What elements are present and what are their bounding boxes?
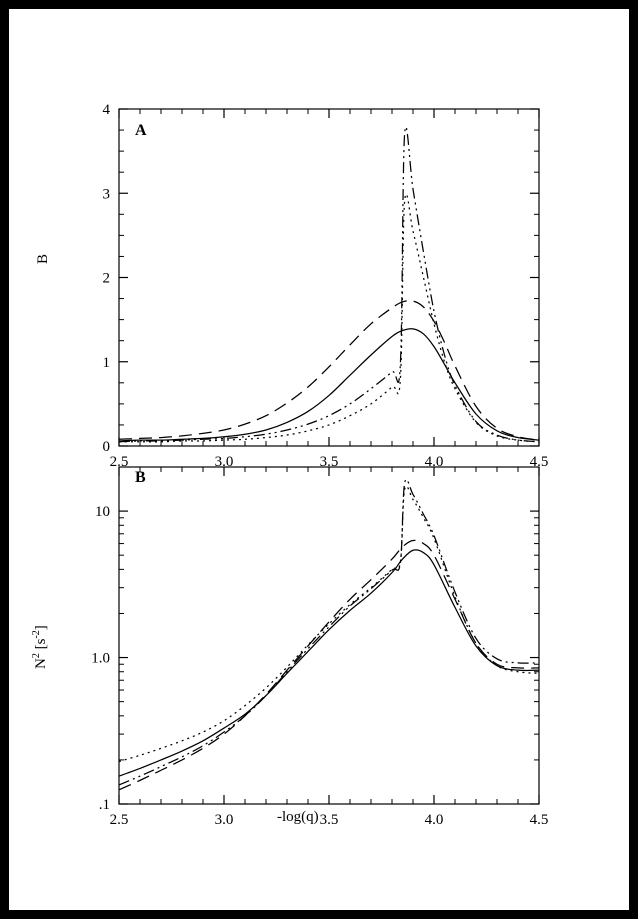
svg-text:3.0: 3.0 (214, 454, 234, 470)
panel-a-y-axis-label: B (35, 253, 51, 264)
panel-a-tag: A (135, 122, 147, 139)
svg-text:4.0: 4.0 (424, 454, 444, 470)
panel-b-plot (9, 449, 629, 829)
curve-dotted (119, 194, 539, 442)
svg-text:10: 10 (95, 504, 110, 521)
svg-text:4.5: 4.5 (529, 454, 549, 470)
svg-text:2.5: 2.5 (109, 454, 129, 470)
svg-text:0: 0 (102, 439, 110, 455)
panel-b-y-axis-unit-close: ] (33, 625, 49, 631)
curve-dash-dot (119, 479, 539, 784)
panel-b-y-axis-unit-exponent: -2 (31, 630, 42, 639)
curve-dashed-long (119, 540, 539, 789)
panel-a (9, 9, 629, 470)
svg-text:3.5: 3.5 (319, 812, 339, 828)
figure-canvas (9, 9, 629, 910)
curve-dashed-long (119, 301, 539, 440)
svg-text:3.5: 3.5 (319, 454, 339, 470)
panel-b-y-axis-unit-open: [s (33, 638, 49, 654)
panel-a-plot (9, 9, 629, 470)
curve-solid (119, 329, 539, 441)
x-axis-label: -log(q) (277, 809, 319, 825)
svg-text:2: 2 (102, 270, 110, 287)
svg-text:4: 4 (102, 102, 110, 118)
panel-b (9, 449, 629, 829)
svg-text:4.0: 4.0 (424, 812, 444, 828)
svg-text:.1: .1 (98, 797, 110, 813)
curve-dash-dot (119, 127, 539, 442)
svg-text:1.0: 1.0 (91, 650, 110, 667)
curve-dotted (119, 486, 539, 761)
svg-text:3: 3 (102, 186, 110, 203)
panel-b-y-axis-label-main: N (33, 658, 49, 669)
panel-b-y-axis-label-exponent: 2 (31, 653, 42, 659)
panel-b-y-axis-label (31, 625, 50, 669)
panel-b-tag: B (135, 469, 146, 486)
svg-text:4.5: 4.5 (529, 812, 549, 828)
svg-text:2.5: 2.5 (109, 812, 129, 828)
curve-solid (119, 550, 539, 776)
svg-text:1: 1 (102, 354, 110, 371)
svg-text:3.0: 3.0 (214, 812, 234, 828)
